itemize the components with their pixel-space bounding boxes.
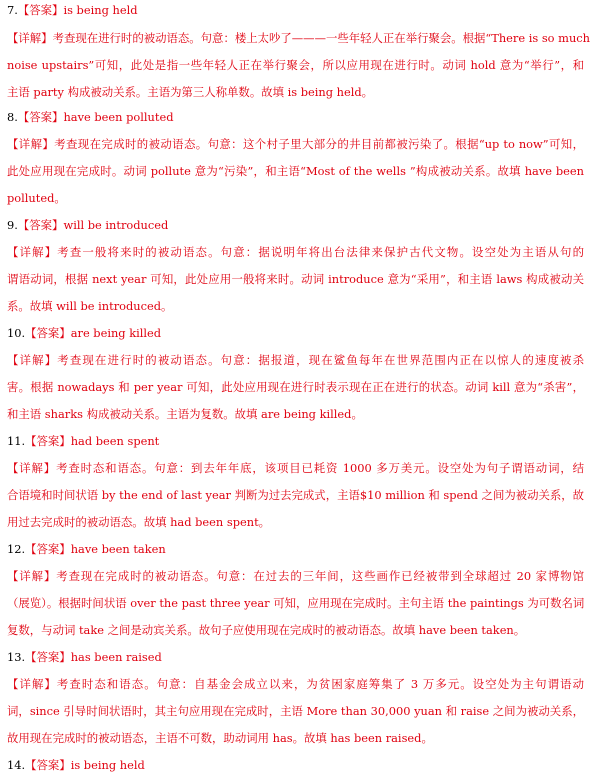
detail-text: 考查时态和语态。句意：到去年年底，该项目已耗资 1000 多万美元。设空处为句子谓语动词，结 (56, 461, 584, 475)
detail-tag: 【详解】 (7, 31, 53, 45)
detail-line (7, 31, 590, 45)
detail-tag: 【详解】 (7, 353, 58, 367)
detail-text: 害。根据 nowadays 和 per year 可知，此处应用现在进行时表示现在正在进行的状态。动词 kill 意为“杀害”， (7, 380, 584, 394)
detail-text: 考查现在完成时的被动语态。句意：在过去的三年间，这些画作已经被带到全球超过 20 家博物馆 (56, 569, 584, 583)
answer-tag: 【答案】 (25, 650, 71, 664)
detail-text: 和主语 sharks 构成被动关系。主语为复数。故填 are being killed。 (7, 407, 363, 421)
detail-line (7, 380, 584, 394)
detail-tag: 【详解】 (7, 137, 55, 151)
detail-text: 考查现在进行时的被动语态。句意：楼上太吵了———一些年轻人正在举行聚会。根据“There is so much (52, 31, 590, 45)
item-number: 10. (7, 326, 26, 340)
item-number: 9. (7, 218, 18, 232)
detail-text: 考查现在完成时的被动语态。句意：这个村子里大部分的井目前都被污染了。根据“up to now”可知， (54, 137, 584, 151)
answer-text: will be introduced (63, 218, 169, 232)
detail-line (7, 164, 584, 178)
detail-text: 考查现在进行时的被动语态。句意：据报道，现在鲨鱼每年在世界范围内正在以惊人的速度被杀 (57, 353, 584, 367)
detail-text: 用过去完成时的被动语态。故填 had been spent。 (7, 515, 271, 529)
detail-line (7, 488, 584, 502)
detail-text: noise upstairs”可知，此处是指一些年轻人正在举行聚会，所以应用现在进行时。动词 hold 意为“举行”，和 (7, 58, 584, 72)
answer-tag: 【答案】 (17, 3, 64, 17)
answer-tag: 【答案】 (25, 434, 71, 448)
answer-line (7, 758, 584, 772)
detail-text: 此处应用现在完成时。动词 pollute 意为“污染”，和主语“Most of the wells ”构成被动关系。故填 have been (7, 164, 584, 178)
detail-line (7, 272, 584, 286)
answer-tag: 【答案】 (25, 326, 71, 340)
item-number: 13. (7, 650, 26, 664)
answer-text: is being held (70, 758, 145, 772)
detail-line (7, 515, 584, 529)
detail-line (7, 353, 584, 367)
answer-text: are being killed (70, 326, 162, 340)
answer-line (7, 434, 584, 448)
item-number: 8. (7, 110, 18, 124)
answer-line (7, 110, 584, 124)
detail-tag: 【详解】 (7, 461, 57, 475)
detail-line (7, 191, 584, 205)
answer-tag: 【答案】 (17, 110, 64, 124)
detail-line (7, 569, 584, 583)
answer-line (7, 326, 584, 340)
detail-text: 考查一般将来时的被动语态。句意：据说明年将出台法律来保护古代文物。设空处为主语从句的 (57, 245, 584, 259)
answer-text: has been raised (70, 650, 162, 664)
detail-text: 合语境和时间状语 by the end of last year 判断为过去完成式，主语$10 million 和 spend 之间为被动关系，故 (7, 488, 585, 502)
detail-tag: 【详解】 (7, 245, 58, 259)
detail-text: 主语 party 构成被动关系。主语为第三人称单数。故填 is being held。 (7, 85, 374, 99)
answer-text: have been polluted (63, 110, 174, 124)
detail-tag: 【详解】 (7, 569, 57, 583)
answer-line (7, 650, 584, 664)
detail-line (7, 596, 584, 610)
answer-tag: 【答案】 (25, 758, 71, 772)
item-number: 14. (7, 758, 26, 772)
detail-text: polluted。 (7, 191, 66, 205)
answer-text: have been taken (70, 542, 166, 556)
detail-line (7, 731, 584, 745)
detail-line (7, 137, 584, 151)
detail-line (7, 704, 584, 718)
item-number: 7. (7, 3, 18, 17)
answer-text: is being held (63, 3, 138, 17)
detail-line (7, 85, 584, 99)
detail-text: 词，since 引导时间状语时，其主句应用现在完成时，主语 More than 30,000 yuan 和 raise 之间为被动关系， (7, 704, 584, 718)
detail-text: 考查时态和语态。句意：自基金会成立以来，为贫困家庭筹集了 3 万多元。设空处为主句谓语动 (56, 677, 584, 691)
detail-line (7, 677, 584, 691)
answer-tag: 【答案】 (17, 218, 64, 232)
detail-line (7, 245, 584, 259)
item-number: 12. (7, 542, 26, 556)
item-number: 11. (7, 434, 26, 448)
detail-line (7, 407, 584, 421)
detail-text: （展览）。根据时间状语 over the past three year 可知，应用现在完成时。主句主语 the paintings 为可数名词 (7, 596, 585, 610)
answer-line (7, 218, 584, 232)
detail-line (7, 58, 584, 72)
detail-text: 系。故填 will be introduced。 (7, 299, 173, 313)
detail-line (7, 461, 584, 475)
answer-line (7, 3, 584, 17)
detail-text: 复数，与动词 take 之间是动宾关系。故句子应使用现在完成时的被动语态。故填 have been taken。 (7, 623, 526, 637)
detail-line (7, 623, 584, 637)
detail-text: 故用现在完成时的被动语态，主语不可数，助动词用 has。故填 has been raised。 (7, 731, 433, 745)
detail-text: 谓语动词，根据 next year 可知，此处应用一般将来时。动词 introduce 意为“采用”，和主语 laws 构成被动关 (7, 272, 584, 286)
detail-tag: 【详解】 (7, 677, 57, 691)
answer-line (7, 542, 584, 556)
answer-text: had been spent (70, 434, 160, 448)
detail-line (7, 299, 584, 313)
answer-tag: 【答案】 (25, 542, 71, 556)
